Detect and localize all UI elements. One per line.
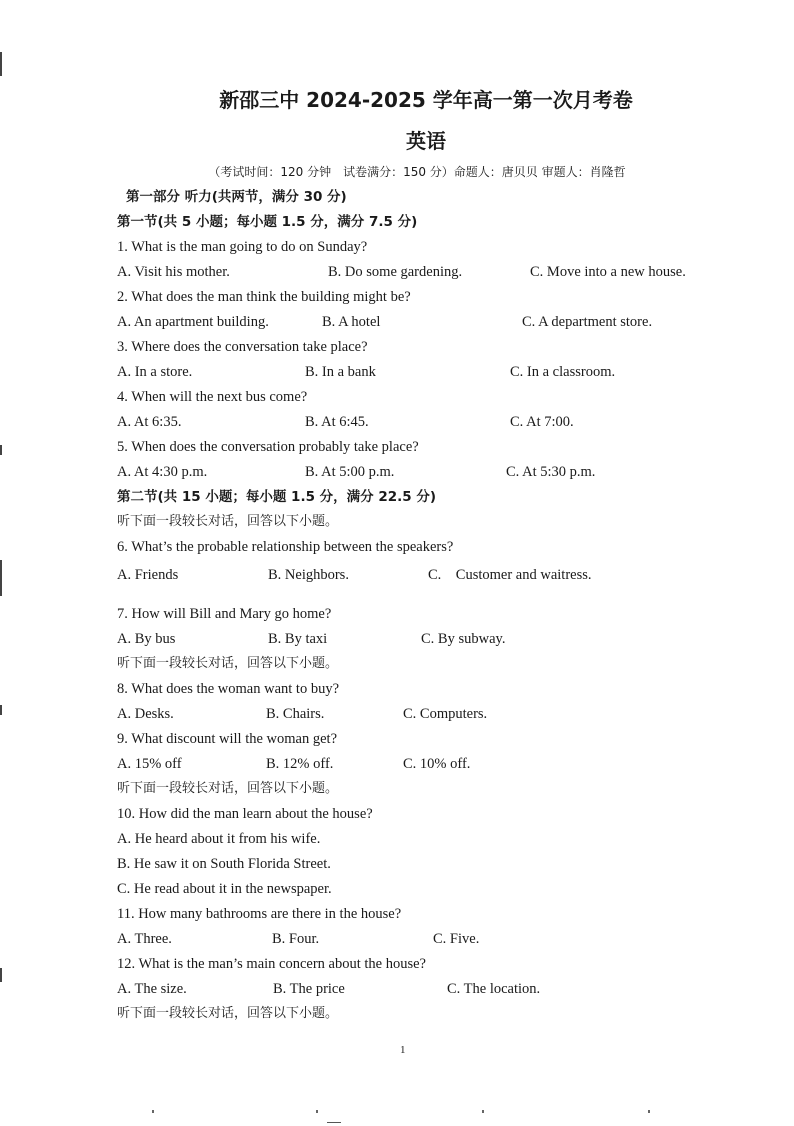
question-4: 4. When will the next bus come? [117,389,308,405]
q1-option-c: C. Move into a new house. [530,264,686,280]
q3-option-c: C. In a classroom. [510,364,616,380]
question-12: 12. What is the man’s main concern about the house? [117,956,426,972]
question-2: 2. What does the man think the building might be? [117,289,411,305]
q12-option-c: C. The location. [447,981,541,997]
scan-edge-mark [0,968,2,982]
instruction-1: 听下面一段较长对话，回答以下小题。 [117,514,339,529]
page-number: 1 [400,1044,406,1056]
q10-option-c: C. He read about it in the newspaper. [117,881,332,897]
q11-option-b: B. Four. [272,931,320,947]
instruction-4: 听下面一段较长对话，回答以下小题。 [117,1006,339,1021]
question-5: 5. When does the conversation probably take place? [117,439,419,455]
question-11: 11. How many bathrooms are there in the house? [117,906,402,922]
scan-bottom-mark [327,1122,341,1123]
part1-title: 第一部分 听力(共两节，满分 30 分) [126,189,347,205]
q9-option-c: C. 10% off. [403,756,471,772]
q4-option-a: A. At 6:35. [117,414,182,430]
q4-option-b: B. At 6:45. [305,414,369,430]
q6-option-c: C. Customer and waitress. [428,567,592,583]
exam-title: 新邵三中 2024-2025 学年高一第一次月考卷 [219,88,633,112]
q3-option-a: A. In a store. [117,364,193,380]
scan-edge-mark [0,52,2,76]
q7-option-c: C. By subway. [421,631,506,647]
scan-speck [152,1110,154,1113]
section1-title: 第一节(共 5 小题；每小题 1.5 分，满分 7.5 分) [117,214,418,230]
question-6: 6. What’s the probable relationship between the speakers? [117,539,454,555]
instruction-2: 听下面一段较长对话，回答以下小题。 [117,656,339,671]
question-8: 8. What does the woman want to buy? [117,681,340,697]
section2-title: 第二节(共 15 小题；每小题 1.5 分，满分 22.5 分) [117,489,437,505]
exam-meta: （考试时间：120 分钟 试卷满分：150 分）命题人：唐贝贝 审题人：肖隆哲 [208,165,626,179]
q8-option-a: A. Desks. [117,706,174,722]
scan-edge-mark [0,560,2,596]
q12-option-a: A. The size. [117,981,187,997]
q4-option-c: C. At 7:00. [510,414,574,430]
q7-option-a: A. By bus [117,631,176,647]
q2-option-b: B. A hotel [322,314,381,330]
q10-option-a: A. He heard about it from his wife. [117,831,321,847]
q6-option-a: A. Friends [117,567,179,583]
q12-option-b: B. The price [273,981,345,997]
instruction-3: 听下面一段较长对话，回答以下小题。 [117,781,339,796]
q5-option-a: A. At 4:30 p.m. [117,464,208,480]
q5-option-c: C. At 5:30 p.m. [506,464,596,480]
q7-option-b: B. By taxi [268,631,328,647]
question-9: 9. What discount will the woman get? [117,731,338,747]
q2-option-c: C. A department store. [522,314,653,330]
q6-option-b: B. Neighbors. [268,567,349,583]
question-10: 10. How did the man learn about the house? [117,806,373,822]
q1-option-a: A. Visit his mother. [117,264,230,280]
q2-option-a: A. An apartment building. [117,314,269,330]
q10-option-b: B. He saw it on South Florida Street. [117,856,331,872]
scan-speck [316,1110,318,1113]
q8-option-c: C. Computers. [403,706,488,722]
scan-speck [482,1110,484,1113]
q9-option-a: A. 15% off [117,756,182,772]
q11-option-c: C. Five. [433,931,480,947]
exam-subject: 英语 [406,129,446,153]
question-3: 3. Where does the conversation take place? [117,339,368,355]
q11-option-a: A. Three. [117,931,172,947]
question-7: 7. How will Bill and Mary go home? [117,606,332,622]
scan-edge-mark [0,445,2,455]
q3-option-b: B. In a bank [305,364,376,380]
q5-option-b: B. At 5:00 p.m. [305,464,395,480]
question-1: 1. What is the man going to do on Sunday? [117,239,368,255]
q1-option-b: B. Do some gardening. [328,264,463,280]
q8-option-b: B. Chairs. [266,706,325,722]
scan-edge-mark [0,705,2,715]
scan-speck [648,1110,650,1113]
q9-option-b: B. 12% off. [266,756,334,772]
